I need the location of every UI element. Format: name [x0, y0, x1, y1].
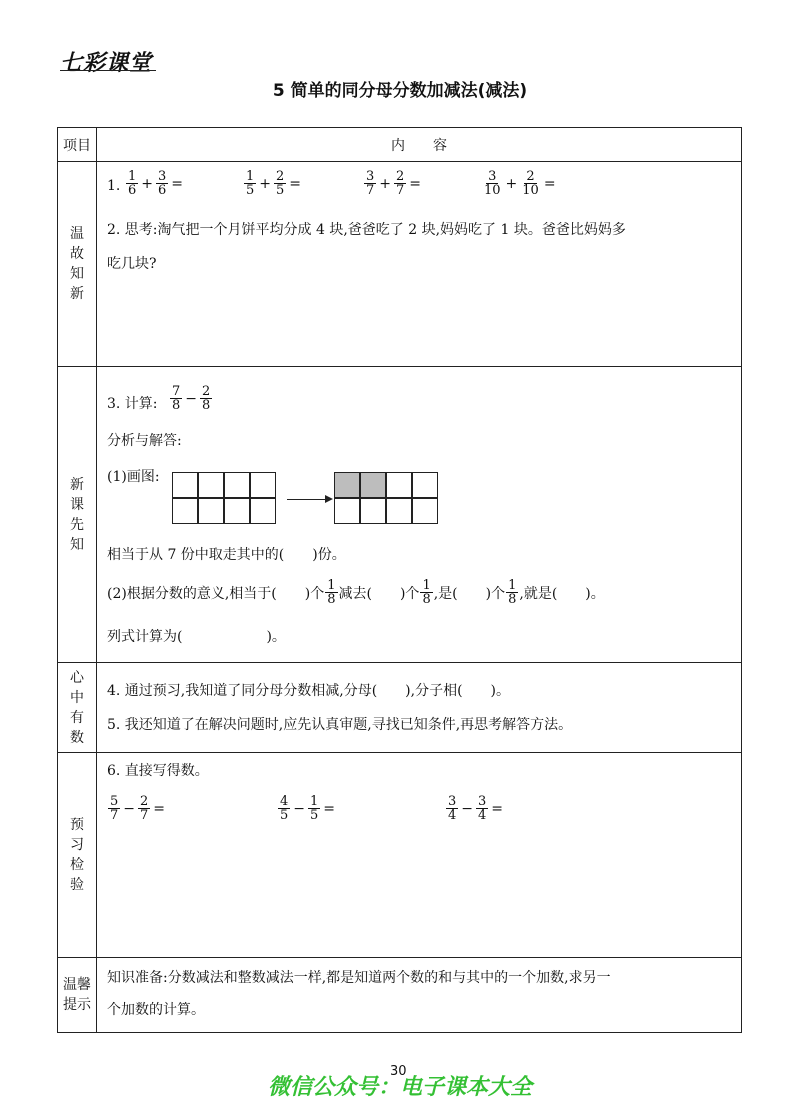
operator: + [259, 175, 272, 192]
denominator: 6 [158, 183, 167, 198]
after-cell [386, 472, 412, 498]
numerator: 1 [508, 578, 517, 593]
denominator: 4 [448, 808, 457, 823]
line-b-frac3 [505, 579, 519, 606]
section-label-check [58, 753, 97, 958]
fraction [170, 385, 182, 412]
tips-line2: 个加数的计算。 [107, 1002, 205, 1018]
numerator: 1 [246, 169, 255, 184]
fraction [138, 795, 150, 822]
section-label-review [58, 162, 97, 367]
numerator: 2 [526, 169, 535, 184]
arrow-line [287, 499, 327, 500]
check-label: 预习检验 [70, 817, 84, 893]
line-b [107, 579, 605, 606]
section-review [97, 162, 742, 367]
grid-after [334, 472, 438, 524]
fraction [274, 170, 286, 197]
q1-expr-2 [243, 170, 303, 197]
fraction [520, 170, 541, 197]
header-content-cell [97, 128, 742, 162]
fraction [156, 170, 168, 197]
q2-line2: 吃几块? [107, 256, 157, 272]
section-label-tips [58, 958, 97, 1033]
numerator: 2 [276, 169, 285, 184]
after-cell [360, 472, 386, 498]
section-label-preview [58, 367, 97, 663]
check-expr-3 [445, 795, 505, 822]
line-b-frac2 [419, 579, 433, 606]
after-cell [386, 498, 412, 524]
fraction [325, 579, 337, 606]
q1-expr-4 [481, 170, 558, 197]
operator: + [505, 175, 518, 192]
before-cell [250, 472, 276, 498]
q2-line1: 2. 思考:淘气把一个月饼平均分成 4 块,爸爸吃了 2 块,妈妈吃了 1 块。爸爸比妈妈多 [107, 222, 626, 238]
check-expr-2 [277, 795, 337, 822]
review-label: 温故知新 [70, 226, 84, 302]
worksheet-table [57, 127, 742, 1033]
fraction [476, 795, 488, 822]
page-title: 5 简单的同分母分数加减法(减法) [272, 81, 528, 101]
fraction [200, 385, 212, 412]
denominator: 8 [422, 592, 431, 607]
numerator: 7 [172, 384, 181, 399]
numerator: 2 [202, 384, 211, 399]
numerator: 3 [158, 169, 167, 184]
before-cell [198, 472, 224, 498]
numerator: 1 [422, 578, 431, 593]
numerator: 2 [140, 794, 149, 809]
line-b-part1: (2)根据分数的意义,相当于( )个 [107, 585, 325, 602]
denominator: 7 [366, 183, 375, 198]
q4: 4. 通过预习,我知道了同分母分数相减,分母( ),分子相( )。 [107, 683, 511, 699]
denominator: 10 [522, 183, 539, 198]
denominator: 5 [280, 808, 289, 823]
q1-prefix: 1. [107, 178, 121, 194]
section-tips [97, 958, 742, 1033]
line-c: 列式计算为( )。 [107, 629, 286, 645]
denominator: 4 [478, 808, 487, 823]
watermark: 微信公众号：电子课本大全 [267, 1075, 532, 1100]
line-b-frac1 [324, 579, 338, 606]
numerator: 3 [448, 794, 457, 809]
equals-sign: = [289, 175, 302, 192]
fraction [108, 795, 120, 822]
numerator: 2 [396, 169, 405, 184]
after-cell [334, 472, 360, 498]
q6: 6. 直接写得数。 [107, 763, 209, 779]
denominator: 7 [110, 808, 119, 823]
header-item: 项目 [63, 137, 91, 154]
q1-expr-3 [363, 170, 423, 197]
line-b-part2: 减去( )个 [338, 585, 420, 602]
denominator: 5 [276, 183, 285, 198]
header-content: 内 容 [391, 137, 447, 154]
fraction [482, 170, 503, 197]
analysis-label: 分析与解答: [107, 433, 182, 449]
numerator: 1 [310, 794, 319, 809]
denominator: 6 [128, 183, 137, 198]
equals-sign: = [171, 175, 184, 192]
before-cell [198, 498, 224, 524]
denominator: 8 [202, 398, 211, 413]
operator: − [293, 800, 306, 817]
check-expr-1 [107, 795, 167, 822]
draw-label: (1)画图: [107, 469, 160, 485]
brand-logo: 七彩课堂 [60, 51, 153, 76]
before-cell [224, 472, 250, 498]
tips-line1: 知识准备:分数减法和整数减法一样,都是知道两个数的和与其中的一个加数,求另一 [107, 970, 611, 986]
equals-sign: = [153, 800, 166, 817]
page-number: 30 [390, 1064, 407, 1079]
denominator: 5 [246, 183, 255, 198]
header-item-cell [58, 128, 97, 162]
equals-sign: = [491, 800, 504, 817]
operator: − [185, 390, 198, 407]
fraction [244, 170, 256, 197]
after-cell [334, 498, 360, 524]
mind-label: 心中有数 [70, 669, 84, 746]
fraction [308, 795, 320, 822]
fraction [394, 170, 406, 197]
numerator: 3 [366, 169, 375, 184]
arrow-head-icon [325, 495, 333, 503]
line-b-part4: ,就是( )。 [519, 585, 605, 602]
section-preview [97, 367, 742, 663]
after-cell [412, 472, 438, 498]
denominator: 10 [484, 183, 501, 198]
numerator: 3 [488, 169, 497, 184]
operator: + [379, 175, 392, 192]
equals-sign: = [409, 175, 422, 192]
operator: − [123, 800, 136, 817]
fraction [506, 579, 518, 606]
numerator: 4 [280, 794, 289, 809]
q3-prefix: 3. 计算: [107, 396, 158, 412]
fraction [446, 795, 458, 822]
q1-expr-1 [125, 170, 185, 197]
denominator: 8 [172, 398, 181, 413]
q3-expr [169, 385, 213, 412]
equals-sign: = [543, 175, 556, 192]
before-cell [250, 498, 276, 524]
line-a: 相当于从 7 份中取走其中的( )份。 [107, 547, 346, 563]
fraction [420, 579, 432, 606]
q5: 5. 我还知道了在解决问题时,应先认真审题,寻找已知条件,再思考解答方法。 [107, 717, 573, 733]
before-cell [224, 498, 250, 524]
equals-sign: = [323, 800, 336, 817]
operator: + [141, 175, 154, 192]
before-cell [172, 472, 198, 498]
section-label-mind [58, 663, 97, 753]
denominator: 8 [327, 592, 336, 607]
denominator: 8 [508, 592, 517, 607]
denominator: 7 [396, 183, 405, 198]
numerator: 1 [327, 578, 336, 593]
after-cell [360, 498, 386, 524]
denominator: 7 [140, 808, 149, 823]
operator: − [461, 800, 474, 817]
grid-before [172, 472, 276, 524]
numerator: 1 [128, 169, 137, 184]
before-cell [172, 498, 198, 524]
tips-label: 温馨提示 [63, 977, 91, 1013]
denominator: 5 [310, 808, 319, 823]
fraction [278, 795, 290, 822]
numerator: 5 [110, 794, 119, 809]
section-check [97, 753, 742, 958]
fraction [364, 170, 376, 197]
numerator: 3 [478, 794, 487, 809]
after-cell [412, 498, 438, 524]
logo-underline [60, 70, 156, 71]
preview-label: 新课先知 [70, 476, 84, 553]
line-b-part3: ,是( )个 [433, 585, 506, 602]
fraction [126, 170, 138, 197]
section-mind [97, 663, 742, 753]
